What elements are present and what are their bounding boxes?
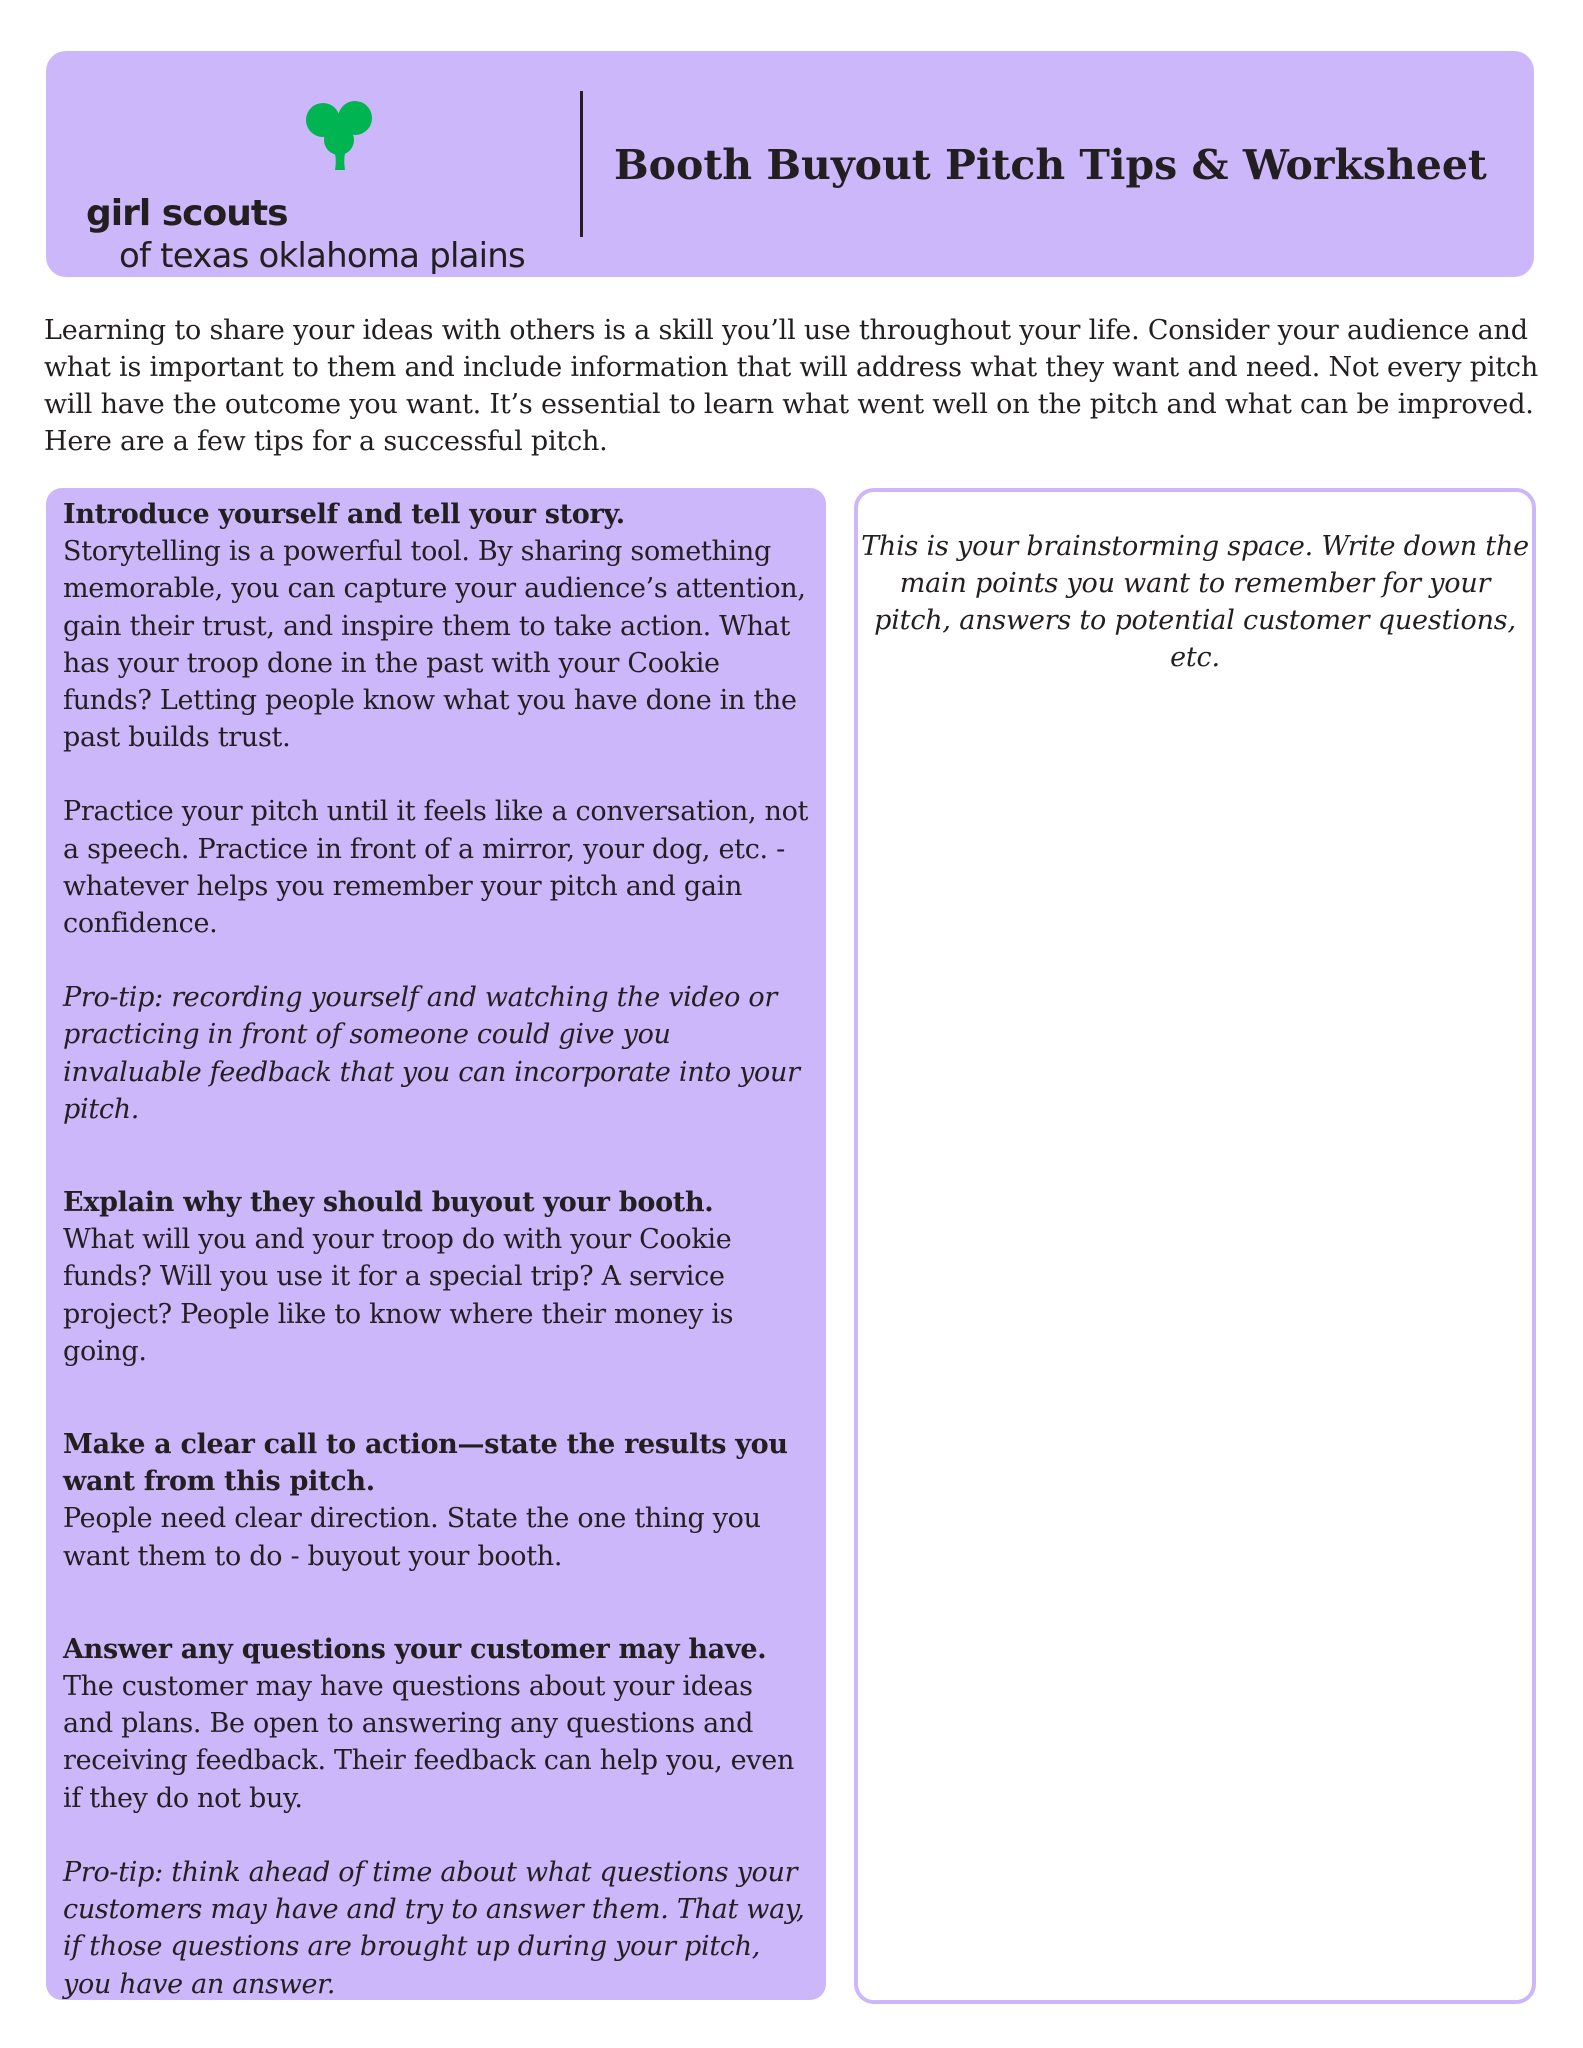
logo-council-name: of texas oklahoma plains bbox=[119, 236, 525, 276]
brainstorm-prompt: This is your brainstorming space. Write down the main points you want to remember for your pitch, answers to potential customer questions, etc. bbox=[861, 531, 1529, 673]
page-title: Booth Buyout Pitch Tips & Worksheet bbox=[614, 141, 1487, 189]
trefoil-icon bbox=[301, 96, 381, 171]
header-banner bbox=[46, 51, 1534, 277]
tip-heading: Explain why they should buyout your booth. bbox=[63, 1187, 714, 1219]
tip-heading: Make a clear call to action—state the results you want from this pitch. bbox=[63, 1429, 788, 1498]
tip-heading: Introduce yourself and tell your story. bbox=[63, 499, 625, 530]
pro-tip: Pro-tip: think ahead of time about what questions your customers may have and try to answer them. That way, if those questions are brought up during your pitch, you have an answer. bbox=[63, 1856, 805, 2000]
tip-answer-questions bbox=[63, 1631, 810, 2003]
tips-panel bbox=[46, 488, 826, 2000]
tip-body: People need clear direction. State the one thing you want them to do - buyout your booth. bbox=[63, 1503, 761, 1572]
tip-practice: Practice your pitch until it feels like a conversation, not a speech. Practice in front of a mirror, your dog, etc. - whatever helps you remember your pitch and gain confidence. bbox=[63, 796, 809, 940]
girl-scouts-logo bbox=[86, 96, 526, 276]
brainstorming-space[interactable] bbox=[854, 488, 1536, 2004]
pro-tip: Pro-tip: recording yourself and watching the video or practicing in front of someone could give you invaluable feedback that you can incorporate into your pitch. bbox=[63, 982, 800, 1125]
tip-body: What will you and your troop do with your Cookie funds? Will you use it for a special trip? A service project? People like to know where their money is going. bbox=[63, 1224, 734, 1367]
intro-paragraph: Learning to share your ideas with others is a skill you’ll use throughout your life. Consider your audience and what is important to them and include information that will address what they want and need. Not every pitch will have the outcome you want. It’s essential to learn what went well on the pitch and what can be improved. Here are a few tips for a successful pitch. bbox=[44, 315, 1539, 457]
tip-explain-why bbox=[63, 1184, 810, 1370]
tip-introduce-yourself bbox=[63, 496, 810, 1128]
header-divider bbox=[580, 91, 583, 237]
logo-wordmark: girl scouts bbox=[86, 193, 288, 234]
tip-heading: Answer any questions your customer may have. bbox=[63, 1633, 767, 1665]
tip-body: The customer may have questions about your ideas and plans. Be open to answering any questions and receiving feedback. Their feedback can help you, even if they do not buy. bbox=[63, 1671, 795, 1814]
tip-call-to-action bbox=[63, 1426, 810, 1575]
tip-body: Storytelling is a powerful tool. By sharing something memorable, you can capture your audience’s attention, gain their trust, and inspire them to take action. What has your troop done in the past with your Cookie funds? Letting people know what you have done in the past builds trust. bbox=[63, 536, 806, 754]
